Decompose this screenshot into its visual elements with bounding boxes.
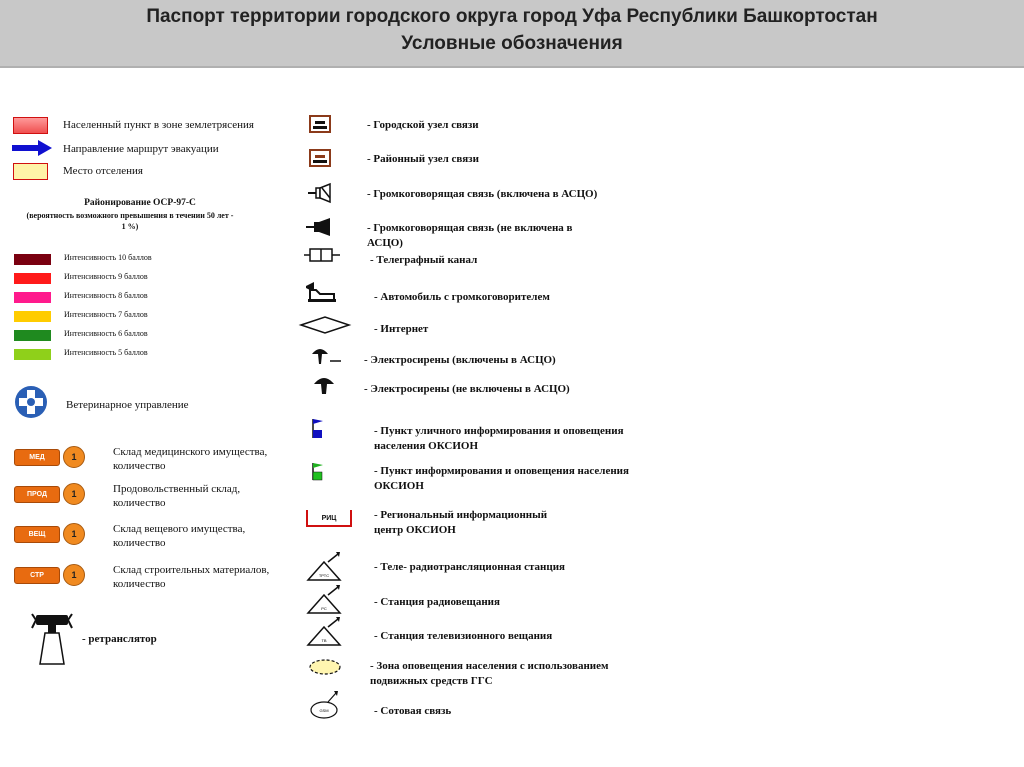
page-subtitle: Условные обозначения [401,33,623,54]
comm-legend-label: - Пункт уличного информирования и оповещения населения ОКСИОН [374,425,624,452]
warehouse-label: Продовольственный склад, количество [113,483,241,509]
comm-legend-label: - Региональный информационный центр ОКСИОН [374,509,548,536]
intensity-label: Интенсивность 9 баллов [64,272,148,281]
warehouse-count-badge: 1 [63,564,85,586]
district-comm-node-icon [309,149,331,167]
comm-legend-label: - Районный узел связи [367,153,479,165]
ric-icon: РИЦ [306,510,352,527]
intensity-label: Интенсивность 8 баллов [64,291,148,300]
intensity-swatch [14,311,51,322]
warehouse-code-badge: СТР [14,567,60,584]
comm-legend-label: - Станция радиовещания [374,596,500,608]
comm-legend-label: - Электросирены (не включены в АСЦО) [364,383,570,395]
vet-icon [14,385,48,419]
oksion-point-icon [311,462,333,482]
loudspeaker-car-icon [304,280,338,304]
evac-arrow-icon [12,140,52,156]
resettle-label: Место отселения [63,165,143,177]
warehouse-code-badge: ПРОД [14,486,60,503]
intensity-label: Интенсивность 6 баллов [64,329,148,338]
siren-excluded-icon [313,373,337,395]
zoning-title: Районирование ОСР-97-С [84,198,196,208]
evac-direction-label: Направление маршрут эвакуации [63,143,219,155]
intensity-swatch [14,273,51,284]
radio-station-icon [306,585,342,615]
loudspeaker-included-icon [308,184,334,202]
resettle-swatch [13,163,48,180]
city-comm-node-icon [309,115,331,133]
repeater-label: - ретранслятор [82,633,157,645]
zoning-note: (вероятность возможного превышения в течении 50 лет - 1 %) [26,211,234,231]
comm-legend-label: - Интернет [374,323,429,335]
tv-label: ТВ [321,638,327,643]
gsm-label: GSM [319,708,329,713]
warehouse-count-badge: 1 [63,446,85,468]
comm-legend-label: - Электросирены (включены в АСЦО) [364,354,556,366]
comm-legend-label: - Пункт информирования и оповещения населения ОКСИОН [374,465,629,492]
trts-label: ТРТС [318,573,330,578]
comm-legend-label: - Городской узел связи [367,119,479,131]
warehouse-code-badge: ВЕЩ [14,526,60,543]
vet-label: Ветеринарное управление [66,399,189,411]
quake-zone-swatch [13,117,48,134]
page-title: Паспорт территории городского округа город Уфа Республики Башкортостан [146,6,878,27]
siren-included-icon [309,344,341,366]
comm-legend-label: - Теле- радиотрансляционная станция [374,561,565,573]
warehouse-count-badge: 1 [63,523,85,545]
comm-legend-label: - Сотовая связь [374,705,452,717]
warehouse-code-badge: МЕД [14,449,60,466]
comm-legend-label: - Телеграфный канал [370,254,478,266]
internet-icon [300,316,350,334]
warehouse-count-badge: 1 [63,483,85,505]
intensity-swatch [14,292,51,303]
mobile-ggs-zone-icon [308,658,342,676]
intensity-swatch [14,330,51,341]
street-oksion-icon [311,418,333,440]
warehouse-label: Склад медицинского имущества, количество [113,446,268,472]
intensity-swatch [14,254,51,265]
warehouse-label: Склад строительных материалов, количество [113,564,270,590]
comm-legend-label: - Громкоговорящая связь (не включена в АСЦО) [367,222,573,249]
telegraph-channel-icon [304,248,340,262]
loudspeaker-excluded-icon [306,218,334,236]
tv-station-icon [306,617,342,647]
warehouse-label: Склад вещевого имущества, количество [113,523,246,549]
tv-radio-station-icon [306,552,342,582]
intensity-swatch [14,349,51,360]
intensity-label: Интенсивность 7 баллов [64,310,148,319]
comm-legend-label: - Станция телевизионного вещания [374,630,553,642]
slide-header [0,0,1024,68]
comm-legend-label: - Зона оповещения населения с использованием подвижных средств ГГС [370,660,609,687]
quake-zone-label: Населенный пункт в зоне землетрясения [63,119,254,131]
rs-label: РС [321,606,327,611]
intensity-label: Интенсивность 5 баллов [64,348,148,357]
comm-legend-label: - Громкоговорящая связь (включена в АСЦО) [367,188,598,200]
intensity-label: Интенсивность 10 баллов [64,253,152,262]
repeater-icon [30,612,75,667]
cellular-icon [310,690,342,720]
comm-legend-label: - Автомобиль с громкоговорителем [374,291,550,303]
